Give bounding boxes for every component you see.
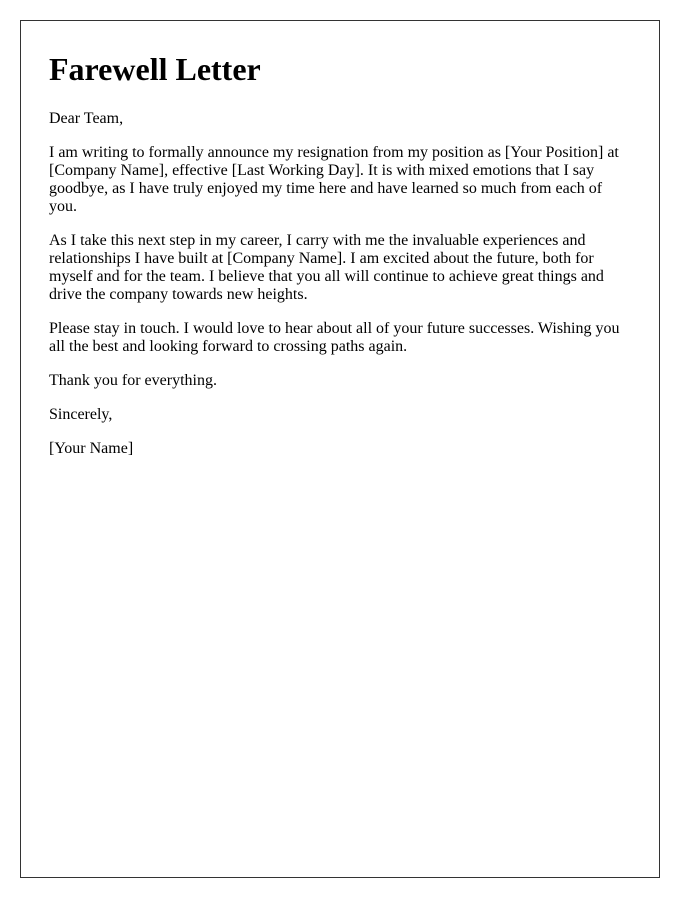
paragraph-stay-in-touch: Please stay in touch. I would love to hear about all of your future successes. Wishing you all the best and looking forward to crossing paths again.	[49, 320, 620, 355]
letter-page	[20, 20, 660, 878]
greeting: Dear Team,	[49, 110, 124, 127]
thanks-line: Thank you for everything.	[49, 372, 217, 389]
signature: [Your Name]	[49, 440, 134, 457]
paragraph-resignation: I am writing to formally announce my resignation from my position as [Your Position] at [Company Name], effective [Last Working Day]. It is with mixed emotions that I say goodbye, as I have truly enjoyed my time here and have learned so much from each of you.	[49, 144, 619, 215]
paragraph-career: As I take this next step in my career, I carry with me the invaluable experiences and relationships I have built at [Company Name]. I am excited about the future, both for myself and for the team. I believe that you all will continue to achieve great things and drive the company towards new heights.	[49, 232, 604, 303]
closing: Sincerely,	[49, 406, 113, 423]
letter-title: Farewell Letter	[49, 51, 261, 87]
